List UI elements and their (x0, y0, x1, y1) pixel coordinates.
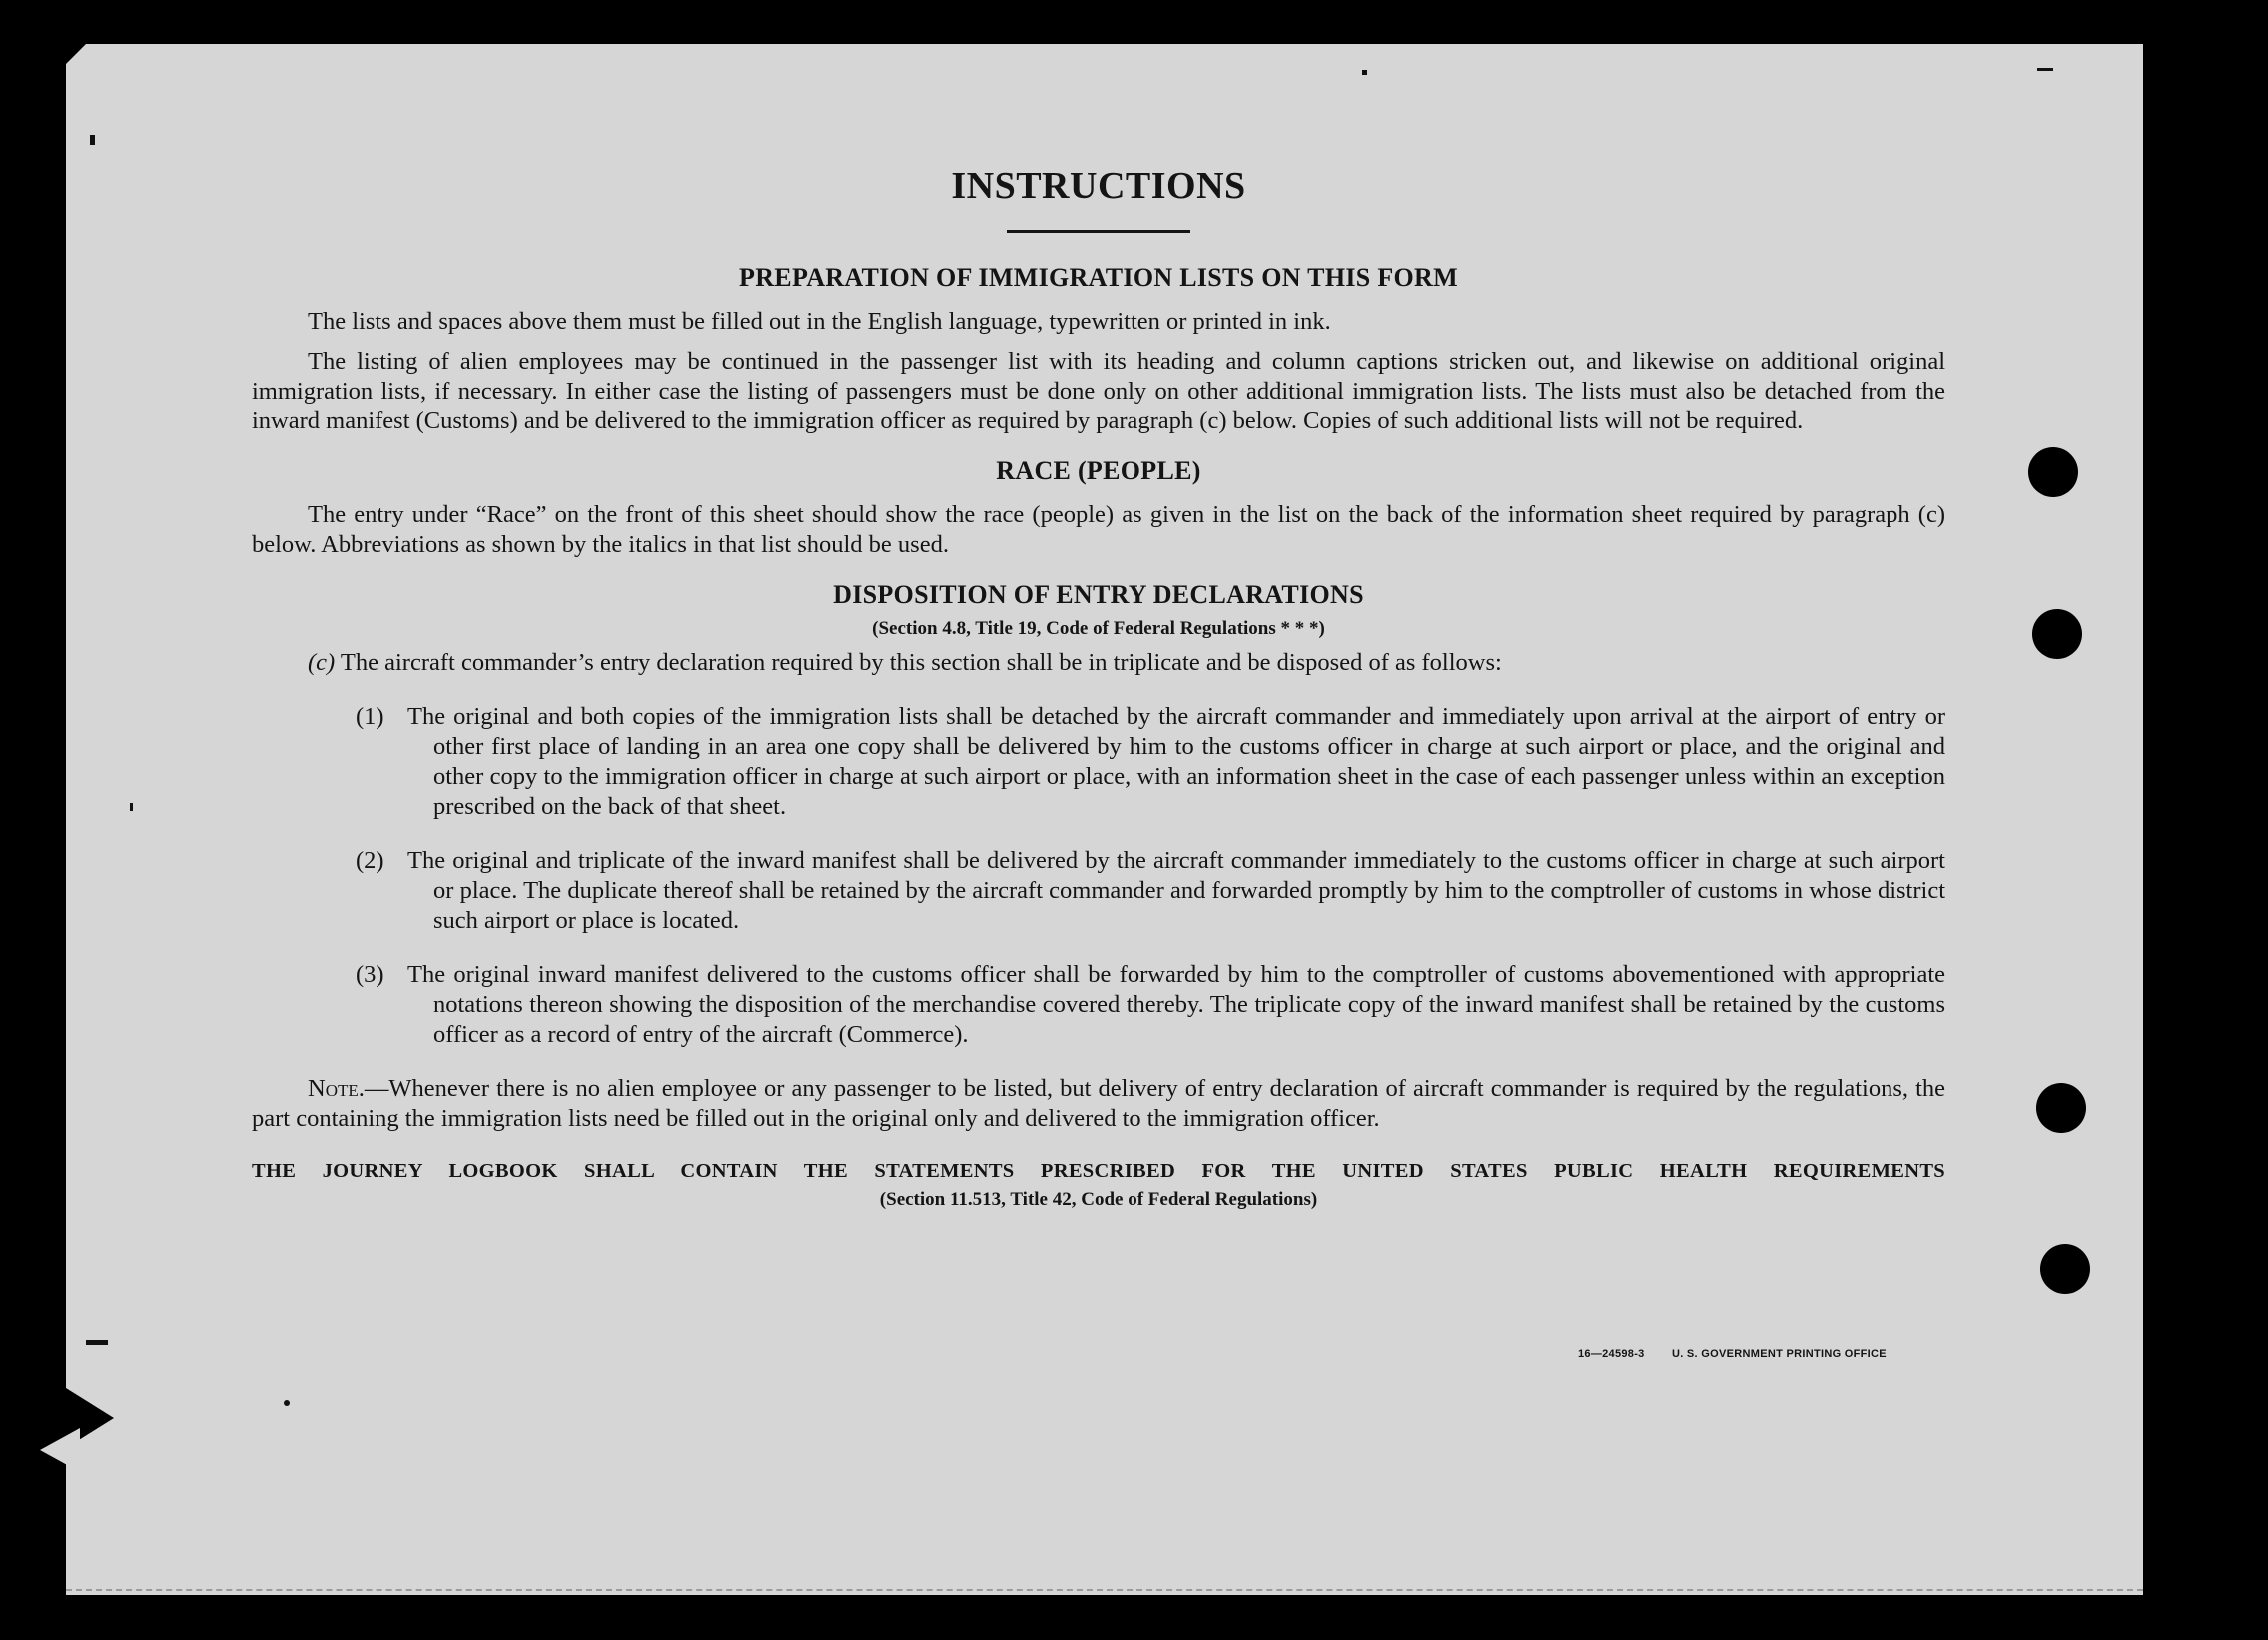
disposition-intro-text: The aircraft commander’s entry declaration required by this section shall be in triplicate and be disposed of as follows: (340, 649, 1502, 676)
preparation-paragraph-2: The listing of alien employees may be continued in the passenger list with its heading and column captions stricken out, and likewise on additional original immigration lists, if necessary. In either case the listing of passengers must be done only on other additional immigration lists. The lists must also be detached from the inward manifest (Customs) and be delivered to the immigration officer as required by paragraph (c) below. Copies of such additional lists will not be required. (252, 348, 1945, 434)
race-heading: RACE (PEOPLE) (996, 456, 1201, 485)
public-health-statement: THE JOURNEY LOGBOOK SHALL CONTAIN THE STATEMENTS PRESCRIBED FOR THE UNITED STATES PUBLIC HEALTH REQUIREMENTS (252, 1160, 1945, 1182)
scan-speck (90, 135, 95, 145)
title-underline (1007, 230, 1190, 233)
preparation-paragraph-1: The lists and spaces above them must be filled out in the English language, typewritten or printed in ink. (308, 308, 1331, 335)
item-text: The original and triplicate of the inward manifest shall be delivered by the aircraft commander immediately to the customs officer in charge at such airport or place. The duplicate thereof shall be retained by the aircraft commander and forwarded promptly by him to the comptroller of customs in whose district such airport or place is located. (407, 847, 1945, 934)
item-text: The original and both copies of the immigration lists shall be detached by the aircraft commander and immediately upon arrival at the airport of entry or other first place of landing in an area one copy shall be delivered by him to the customs officer in charge at such airport or place, and the original and other copy to the immigration officer in charge at such airport or place, with an information sheet in the case of each passenger unless within an exception prescribed on the back of that sheet. (407, 703, 1945, 820)
note-text: —Whenever there is no alien employee or any passenger to be listed, but delivery of entry declaration of aircraft commander is required by the regulations, the part containing the immigration lists need be filled out in the original only and delivered to the immigration officer. (252, 1075, 1945, 1132)
disposition-intro (252, 648, 1945, 678)
printing-imprint (1578, 1348, 1887, 1360)
paragraph-c-label: (c) (308, 649, 336, 676)
scan-speck (1362, 70, 1367, 75)
preparation-heading: PREPARATION OF IMMIGRATION LISTS ON THIS FORM (739, 263, 1458, 292)
disposition-citation: (Section 4.8, Title 19, Code of Federal Regulations * * *) (872, 618, 1325, 639)
instructions-content (252, 120, 1945, 1211)
paper-bottom-edge (66, 1589, 2143, 1591)
punch-hole (2040, 1244, 2090, 1294)
item-number: (1) (356, 703, 384, 730)
scan-speck (86, 1340, 108, 1345)
item-number: (2) (356, 847, 384, 874)
document-page (66, 44, 2143, 1595)
punch-hole (2036, 1083, 2086, 1133)
disposition-item-1 (252, 702, 1945, 822)
item-number: (3) (356, 961, 384, 988)
punch-hole (2032, 609, 2082, 659)
form-number: 16—24598-3 (1578, 1348, 1645, 1360)
torn-corner (66, 44, 86, 64)
torn-edge-flap (40, 1428, 80, 1472)
note-label: Note. (308, 1075, 365, 1102)
note-paragraph (252, 1074, 1945, 1134)
page-title: INSTRUCTIONS (951, 165, 1246, 207)
race-paragraph: The entry under “Race” on the front of this sheet should show the race (people) as given in the list on the back of the information sheet required by paragraph (c) below. Abbreviations as shown by the italics in that list should be used. (252, 501, 1945, 558)
punch-hole (2028, 447, 2078, 497)
disposition-item-2 (252, 846, 1945, 936)
item-text: The original inward manifest delivered to the customs officer shall be forwarded by him to the comptroller of customs abovementioned with appropriate notations thereon showing the disposition of the merchandise covered thereby. The triplicate copy of the inward manifest shall be retained by the customs officer as a record of entry of the aircraft (Commerce). (407, 961, 1945, 1048)
scan-speck (284, 1400, 290, 1406)
disposition-item-3 (252, 960, 1945, 1050)
scan-speck (2037, 68, 2053, 71)
disposition-heading: DISPOSITION OF ENTRY DECLARATIONS (833, 580, 1364, 609)
printer-name: U. S. GOVERNMENT PRINTING OFFICE (1671, 1348, 1887, 1360)
public-health-citation: (Section 11.513, Title 42, Code of Federal Regulations) (879, 1189, 1318, 1210)
scan-speck (130, 803, 133, 811)
